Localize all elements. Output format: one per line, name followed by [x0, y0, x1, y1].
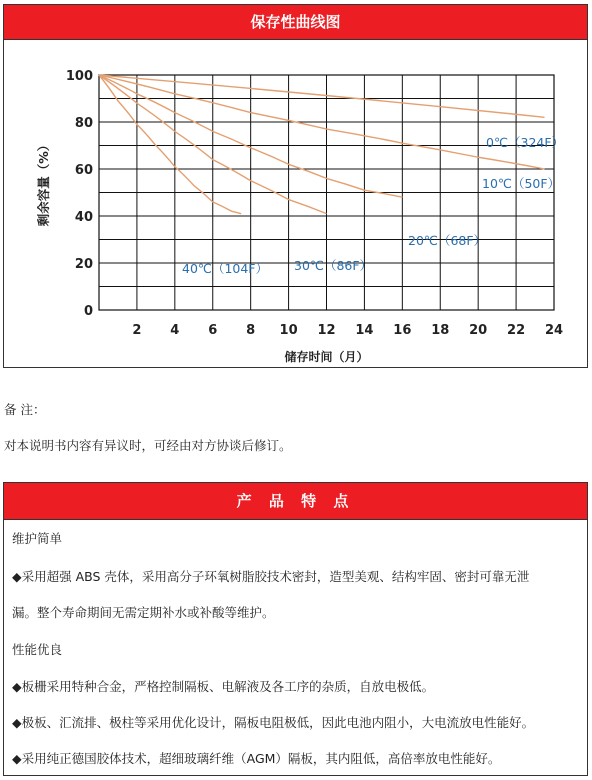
series-label-2: 20℃（68F） — [408, 233, 487, 248]
x-tick-label: 2 — [132, 323, 142, 338]
storage-chart-panel — [3, 4, 588, 368]
feature-item-casing-line1: ◆采用超强 ABS 壳体，采用高分子环氧树脂胶技术密封，造型美观、结构牢固、密封可靠无泄 — [12, 569, 530, 584]
feature-heading-maintenance: 维护简单 — [12, 531, 63, 546]
x-tick-label: 8 — [246, 323, 256, 338]
features-panel — [3, 482, 588, 776]
y-tick-label: 80 — [74, 116, 93, 131]
series-label-0: 0℃（324F） — [486, 135, 565, 150]
series-label-3: 30℃（86F） — [294, 258, 373, 273]
y-tick-label: 60 — [74, 163, 93, 178]
x-axis-label: 储存时间（月） — [284, 350, 369, 364]
x-tick-label: 24 — [544, 323, 564, 338]
remark-label: 备 注： — [4, 402, 46, 417]
x-tick-label: 4 — [170, 323, 180, 338]
y-tick-label: 20 — [74, 257, 93, 272]
y-tick-label: 0 — [83, 304, 93, 319]
x-tick-label: 18 — [431, 323, 450, 338]
features-title: 产 品 特 点 — [4, 483, 587, 520]
x-tick-label: 16 — [393, 323, 412, 338]
y-axis-label: 剩余容量（%） — [36, 138, 51, 227]
feature-item-alloy: ◆板栅采用特种合金，严格控制隔板、电解液及各工序的杂质，自放电极低。 — [12, 679, 435, 694]
x-tick-label: 22 — [507, 323, 526, 338]
feature-item-gel: ◆采用纯正德国胶体技术，超细玻璃纤维（AGM）隔板，其内阻低，高倍率放电性能好。 — [12, 751, 501, 766]
series-label-4: 40℃（104F） — [182, 261, 268, 276]
y-tick-label: 40 — [74, 210, 93, 225]
x-tick-label: 6 — [208, 323, 218, 338]
feature-item-plates: ◆极板、汇流排、极柱等采用优化设计，隔板电阻极低，因此电池内阻小，大电流放电性能好。 — [12, 715, 535, 730]
x-tick-label: 20 — [469, 323, 488, 338]
remark-text: 对本说明书内容有异议时，可经由对方协谈后修订。 — [4, 438, 292, 453]
y-tick-label: 100 — [65, 69, 93, 84]
chart-section-title: 保存性曲线图 — [4, 5, 587, 40]
x-tick-label: 12 — [317, 323, 336, 338]
feature-heading-performance: 性能优良 — [12, 642, 63, 657]
feature-item-casing-line2: 漏。整个寿命期间无需定期补水或补酸等维护。 — [12, 605, 275, 620]
x-tick-label: 14 — [355, 323, 374, 338]
x-tick-label: 10 — [279, 323, 298, 338]
storage-chart — [4, 40, 587, 368]
series-label-1: 10℃（50F） — [482, 176, 561, 191]
